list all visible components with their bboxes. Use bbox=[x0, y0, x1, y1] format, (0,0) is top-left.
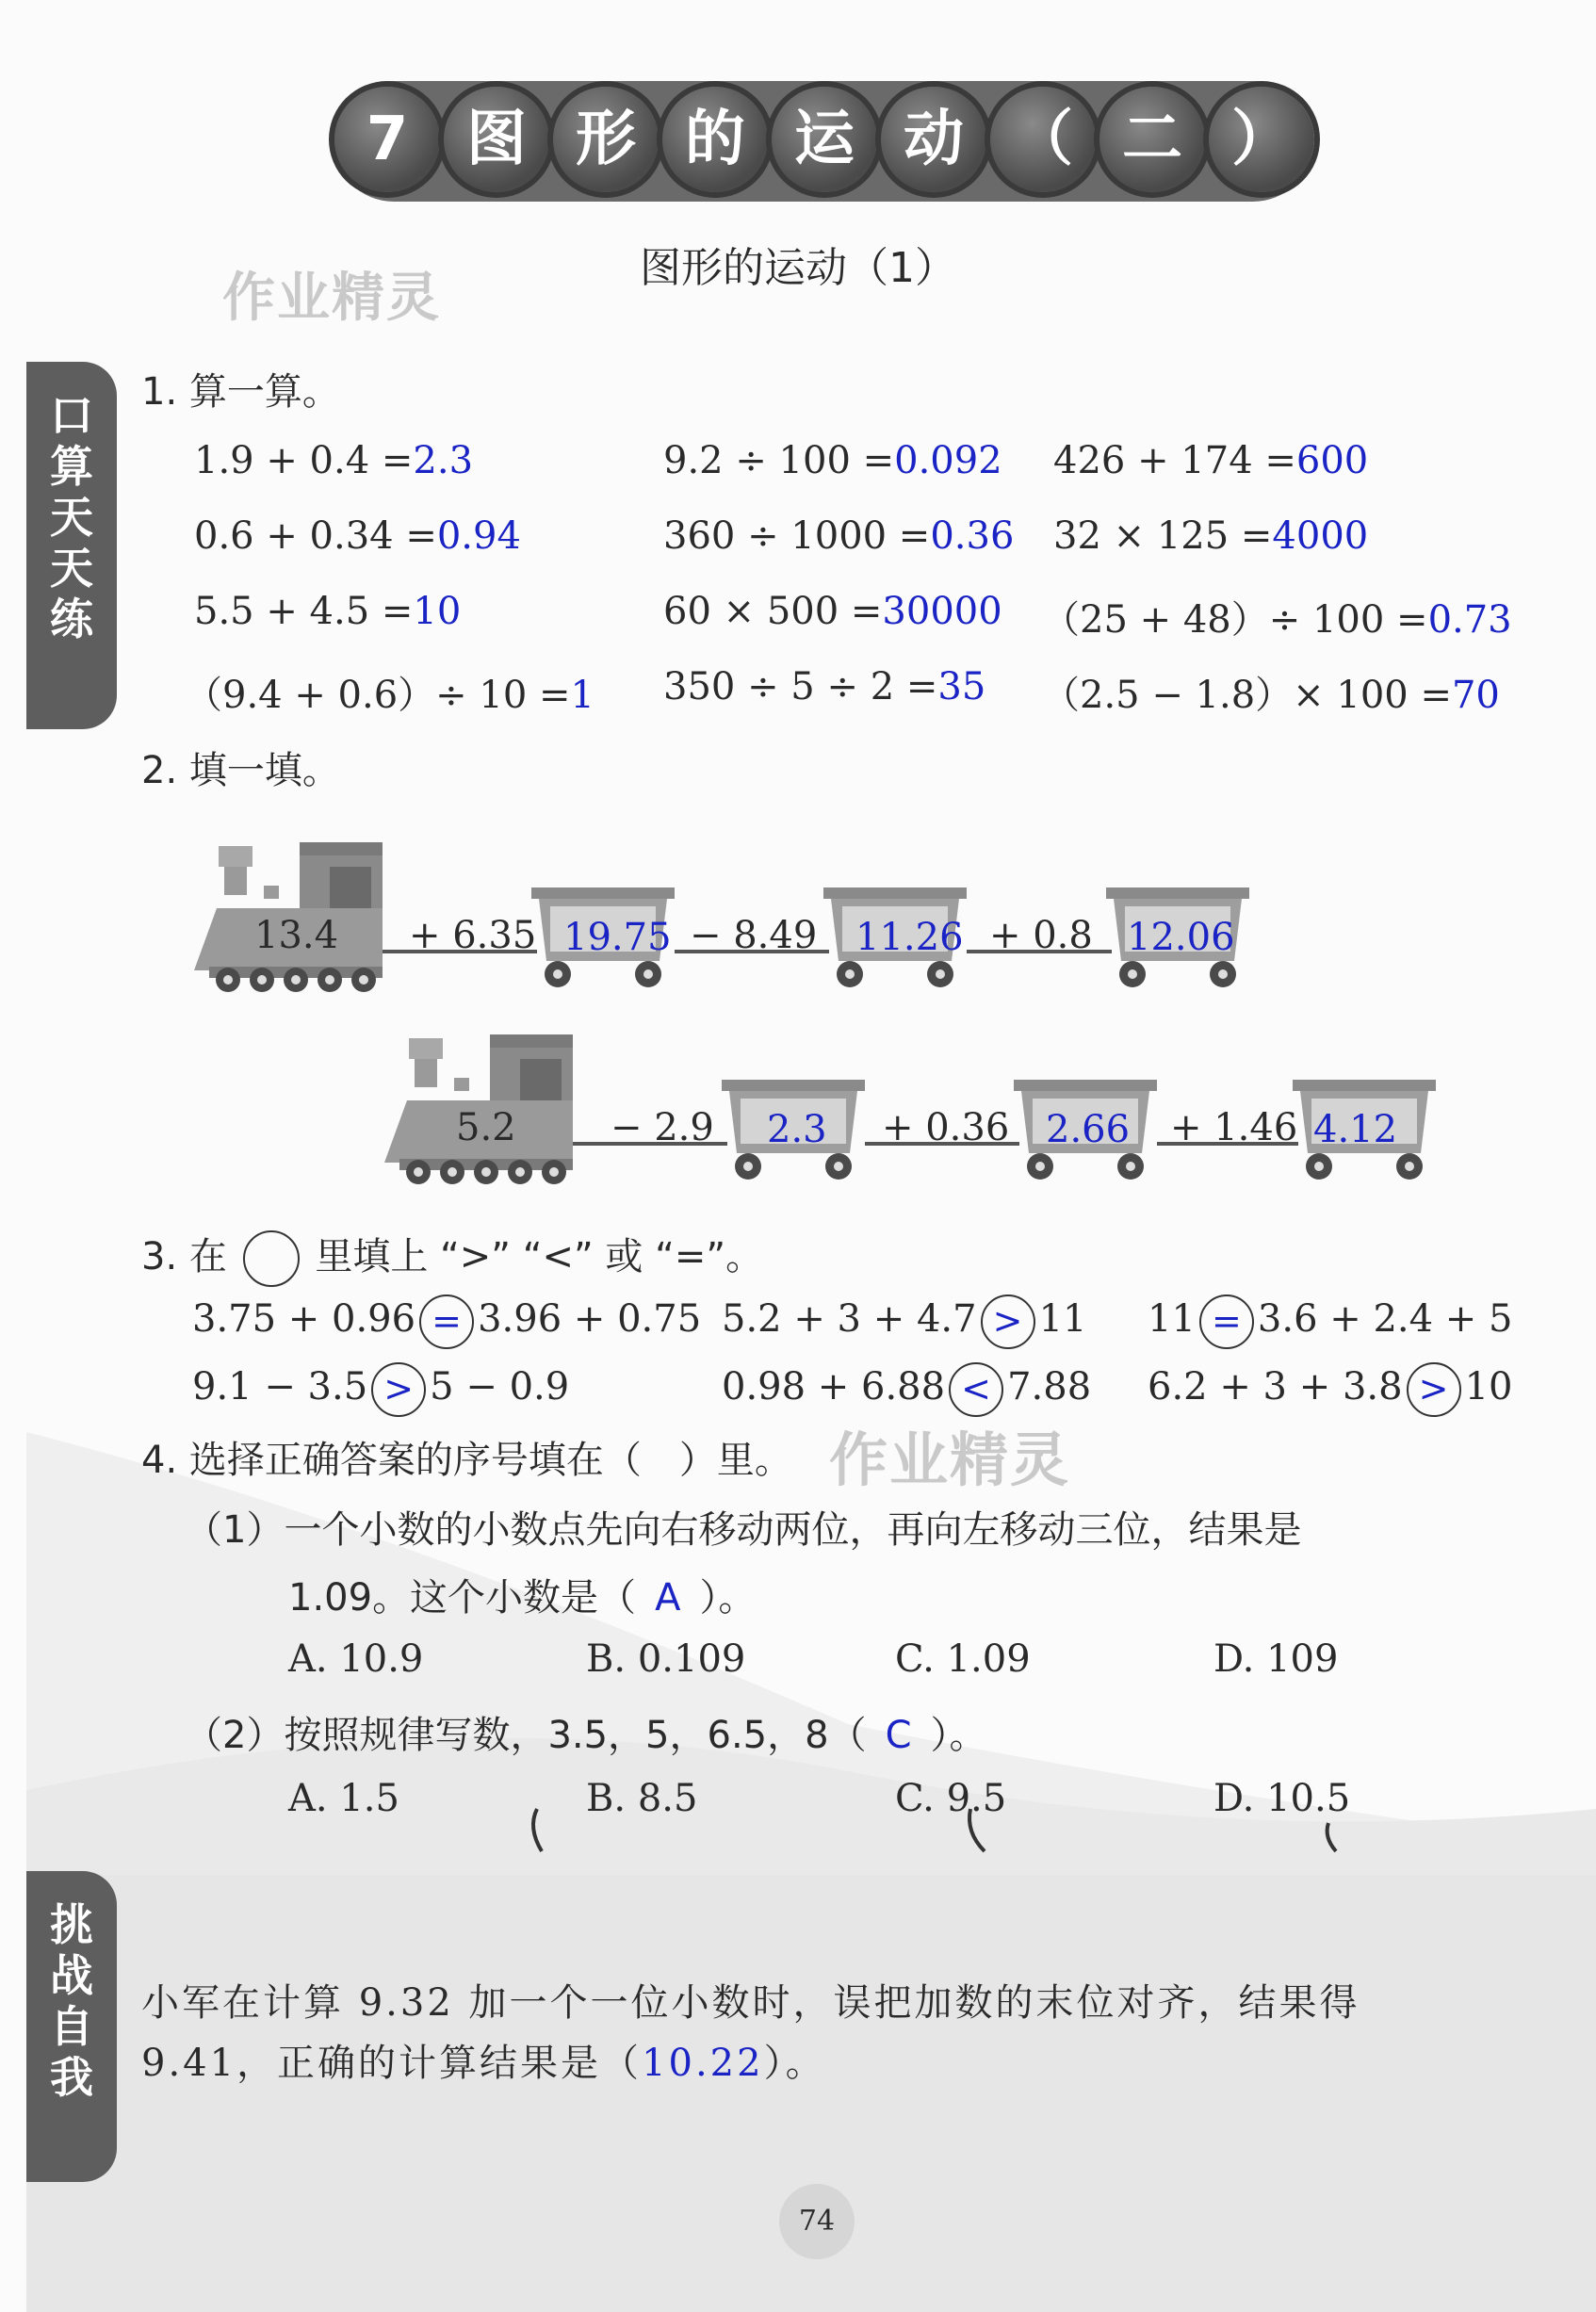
side-tab-challenge bbox=[26, 1871, 117, 2182]
equation: 360 ÷ 1000 =0.36 bbox=[663, 514, 1015, 558]
title-char: 7 bbox=[334, 87, 440, 192]
compare-item: 5.2 + 3 + 4.7 > 11 bbox=[722, 1294, 1086, 1349]
watermark-logo: 作业精灵 bbox=[222, 268, 441, 329]
side-tab-char: 天 bbox=[50, 543, 93, 594]
q2-heading: 2. 填一填。 bbox=[141, 749, 340, 792]
equation: （2.5 − 1.8）× 100 =70 bbox=[1042, 674, 1500, 717]
page-number: 74 bbox=[779, 2184, 855, 2259]
challenge-text: 小军在计算 9.32 加一个一位小数时，误把加数的末位对齐，结果得 bbox=[141, 1981, 1360, 2025]
title-char: 图 bbox=[444, 87, 549, 192]
train-1-answer: 11.26 bbox=[855, 916, 964, 959]
train-1-answer: 12.06 bbox=[1127, 916, 1235, 959]
title-char: 形 bbox=[553, 87, 659, 192]
q4-sub1-question: 1.09。这个小数是（ A ）。 bbox=[288, 1576, 757, 1620]
side-tab-char: 自 bbox=[50, 2001, 93, 2052]
side-tab-char: 算 bbox=[50, 441, 93, 492]
train-1-start: 13.4 bbox=[254, 914, 339, 957]
train-2-answer: 4.12 bbox=[1313, 1108, 1398, 1151]
compare-item: 11 = 3.6 + 2.4 + 5 bbox=[1148, 1294, 1512, 1349]
title-char: ） bbox=[1209, 87, 1314, 192]
equation: 5.5 + 4.5 =10 bbox=[194, 590, 462, 633]
equation: （25 + 48）÷ 100 =0.73 bbox=[1042, 598, 1512, 642]
equation: 60 × 500 =30000 bbox=[663, 590, 1002, 633]
q4-sub2-option: A. 1.5 bbox=[288, 1777, 399, 1820]
train-2-op: + 0.36 bbox=[882, 1106, 1010, 1149]
q4-sub1-option: C. 1.09 bbox=[895, 1637, 1031, 1681]
equation: 9.2 ÷ 100 =0.092 bbox=[663, 439, 1002, 482]
compare-item: 0.98 + 6.88 < 7.88 bbox=[722, 1362, 1091, 1417]
title-char: 运 bbox=[772, 87, 877, 192]
q4-sub2-option: B. 8.5 bbox=[586, 1777, 698, 1820]
equation: 350 ÷ 5 ÷ 2 =35 bbox=[663, 665, 986, 708]
q4-sub1-option: A. 10.9 bbox=[288, 1637, 424, 1681]
title-char: 动 bbox=[881, 87, 986, 192]
q4-sub1-option: D. 109 bbox=[1213, 1637, 1339, 1681]
train-2-start: 5.2 bbox=[456, 1106, 516, 1149]
equation: （9.4 + 0.6）÷ 10 =1 bbox=[185, 674, 594, 717]
q4-heading: 4. 选择正确答案的序号填在（ ）里。 bbox=[141, 1439, 792, 1482]
train-2-op: + 1.46 bbox=[1170, 1106, 1298, 1149]
equation: 1.9 + 0.4 =2.3 bbox=[194, 439, 474, 482]
q1-heading: 1. 算一算。 bbox=[141, 370, 340, 414]
train-1-answer: 19.75 bbox=[563, 916, 672, 959]
train-2-answer: 2.3 bbox=[767, 1108, 827, 1151]
side-tab-char: 战 bbox=[50, 1950, 93, 2001]
section-subtitle: 图形的运动（1） bbox=[640, 244, 956, 292]
side-tab-char: 天 bbox=[50, 492, 93, 543]
equation: 0.6 + 0.34 =0.94 bbox=[194, 514, 521, 558]
title-char: （ bbox=[990, 87, 1096, 192]
equation: 426 + 174 =600 bbox=[1053, 439, 1369, 482]
compare-item: 6.2 + 3 + 3.8 > 10 bbox=[1148, 1362, 1512, 1417]
circle-blank-icon bbox=[243, 1230, 300, 1287]
side-tab-char: 练 bbox=[50, 594, 93, 644]
side-tab-char: 口 bbox=[50, 390, 93, 441]
title-char: 二 bbox=[1099, 87, 1205, 192]
train-2-op: − 2.9 bbox=[611, 1106, 714, 1149]
q4-sub2-question: （2）按照规律写数，3.5，5，6.5，8（ C ）。 bbox=[185, 1714, 987, 1757]
equation: 32 × 125 =4000 bbox=[1053, 514, 1369, 558]
compare-item: 9.1 − 3.5 > 5 − 0.9 bbox=[192, 1362, 569, 1417]
train-2-answer: 2.66 bbox=[1046, 1108, 1131, 1151]
train-1-op: + 6.35 bbox=[409, 914, 537, 957]
watermark-logo: 作业精灵 bbox=[829, 1425, 1071, 1494]
side-tab-char: 挑 bbox=[50, 1899, 93, 1950]
q4-sub2-option: D. 10.5 bbox=[1213, 1777, 1351, 1820]
q4-sub2-option: C. 9.5 bbox=[895, 1777, 1007, 1820]
q4-sub1-text: （1）一个小数的小数点先向右移动两位，再向左移动三位，结果是 bbox=[185, 1508, 1302, 1552]
compare-item: 3.75 + 0.96 = 3.96 + 0.75 bbox=[192, 1294, 701, 1349]
train-1-op: + 0.8 bbox=[989, 914, 1093, 957]
title-char: 的 bbox=[662, 87, 768, 192]
side-tab-char: 我 bbox=[50, 2052, 93, 2103]
q3-heading: 3. 在 里填上 “>” “<” 或 “=”。 bbox=[141, 1227, 763, 1287]
side-tab-daily-practice bbox=[26, 362, 117, 729]
challenge-question: 9.41，正确的计算结果是（10.22）。 bbox=[141, 2042, 826, 2085]
q4-sub1-option: B. 0.109 bbox=[586, 1637, 746, 1681]
train-1-op: − 8.49 bbox=[690, 914, 818, 957]
